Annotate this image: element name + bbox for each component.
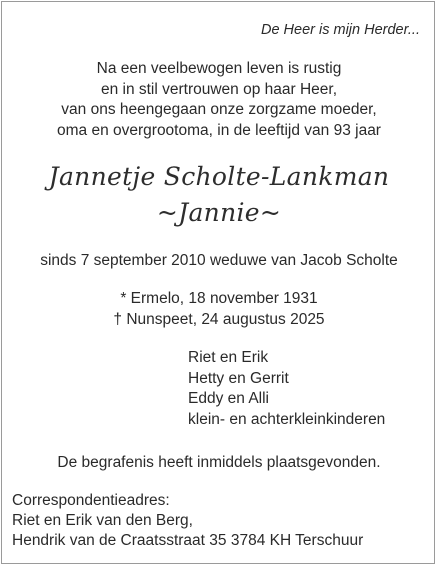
- funeral-note: De begrafenis heeft inmiddels plaatsgevonden.: [57, 454, 381, 471]
- deceased-nickname: ~Jannie~: [156, 198, 282, 227]
- intro-line: van ons heengegaan onze zorgzame moeder,: [61, 101, 377, 118]
- family-list: [188, 348, 385, 430]
- birth-line: * Ermelo, 18 november 1931: [120, 290, 318, 307]
- life-dates: [0, 289, 438, 330]
- intro-line: Na een veelbewogen leven is rustig: [96, 60, 342, 77]
- intro-line: en in stil vertrouwen op haar Heer,: [100, 80, 338, 98]
- deceased-name: Jannetje Scholte-Lankman: [48, 162, 390, 191]
- death-line: † Nunspeet, 24 augustus 2025: [113, 310, 325, 328]
- correspondence-street: Hendrik van de Craatsstraat 35 3784 KH Terschuur: [12, 532, 364, 549]
- intro-line: oma en overgrootoma, in de leeftijd van 93 jaar: [57, 121, 381, 139]
- widow-line: sinds 7 september 2010 weduwe van Jacob Scholte: [40, 252, 398, 269]
- motto-text: De Heer is mijn Herder...: [260, 22, 420, 38]
- correspondence-label: Correspondentieadres:: [12, 492, 170, 509]
- correspondence-address: [12, 491, 363, 551]
- intro-paragraph: [0, 59, 438, 141]
- family-member: klein- en achterkleinkinderen: [188, 410, 386, 428]
- family-member: Eddy en Alli: [188, 390, 269, 407]
- family-member: Riet en Erik: [188, 349, 269, 366]
- correspondence-name: Riet en Erik van den Berg,: [12, 512, 193, 529]
- family-member: Hetty en Gerrit: [188, 369, 289, 387]
